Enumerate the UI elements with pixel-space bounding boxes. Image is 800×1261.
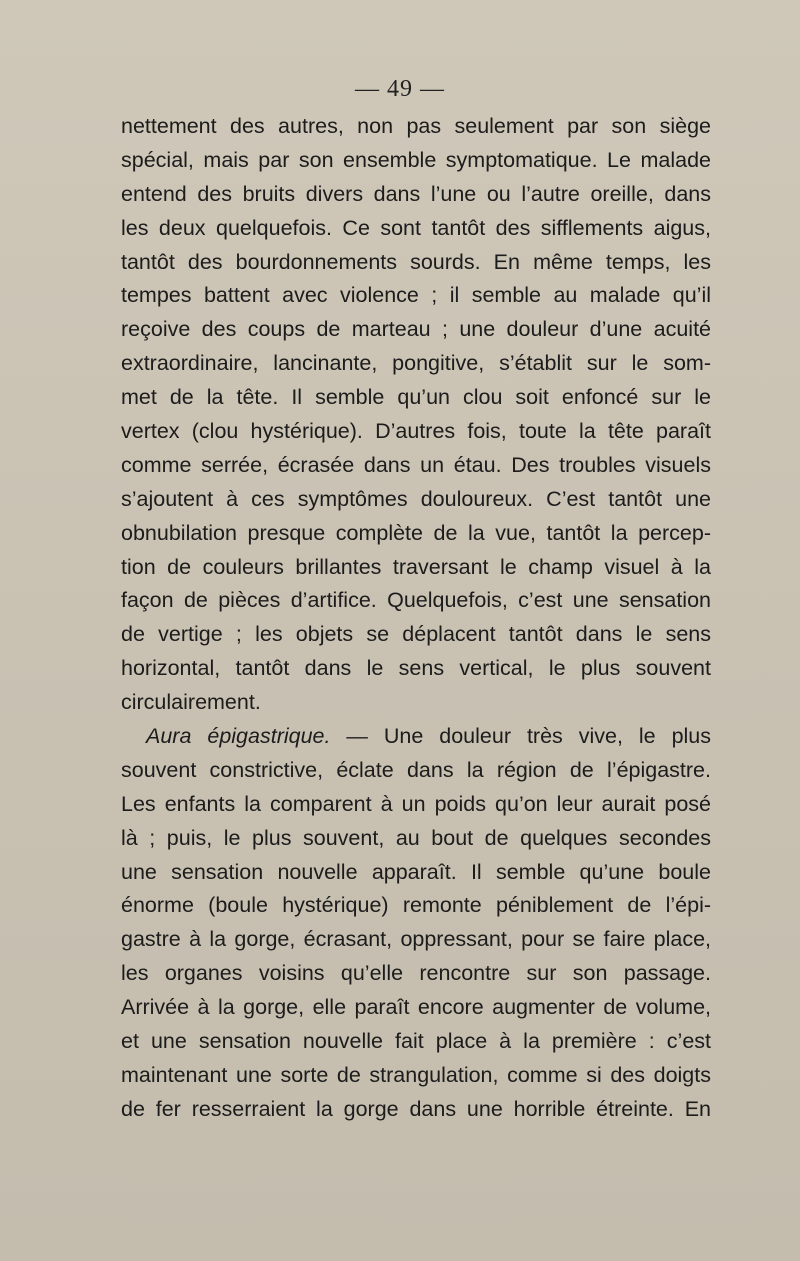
text-line: spécial, mais par son ensemble symptomatique. Le malade xyxy=(121,147,711,172)
section-heading: Aura épigastrique. xyxy=(146,724,331,749)
paragraph-start-line xyxy=(121,720,711,754)
text-line: tantôt des bourdonnements sourds. En même temps, les xyxy=(121,249,711,274)
body-text xyxy=(121,110,711,1127)
text-line: Arrivée à la gorge, elle paraît encore augmenter de volume, xyxy=(121,995,711,1020)
text-line: horizontal, tantôt dans le sens vertical, le plus souvent xyxy=(121,656,711,681)
text-line: extraordinaire, lancinante, pongitive, s’établit sur le som- xyxy=(121,351,711,376)
text-line: Les enfants la comparent à un poids qu’on leur aurait posé xyxy=(121,791,711,816)
text-line: circulairement. xyxy=(121,690,261,715)
page-number: — 49 — xyxy=(355,76,445,102)
text-line: nettement des autres, non pas seulement par son siège xyxy=(121,114,711,138)
text-line: une sensation nouvelle apparaît. Il semble qu’une boule xyxy=(121,859,711,884)
text-line: vertex (clou hystérique). D’autres fois, toute la tête paraît xyxy=(121,419,711,444)
text-line: souvent constrictive, éclate dans la région de l’épigastre. xyxy=(121,757,711,782)
text-line: de vertige ; les objets se déplacent tantôt dans le sens xyxy=(121,622,711,647)
text-line: là ; puis, le plus souvent, au bout de quelques secondes xyxy=(121,825,711,850)
text-line: met de la tête. Il semble qu’un clou soit enfoncé sur le xyxy=(121,385,711,410)
text-line: s’ajoutent à ces symptômes douloureux. C’est tantôt une xyxy=(121,486,711,511)
text-line: les deux quelquefois. Ce sont tantôt des sifflements aigus, xyxy=(121,215,711,240)
text-line: énorme (boule hystérique) remonte péniblement de l’épi- xyxy=(121,893,711,918)
text-line: de fer resserraient la gorge dans une horrible étreinte. En xyxy=(121,1096,711,1121)
text-line: tempes battent avec violence ; il semble au malade qu’il xyxy=(121,283,711,308)
text-line: obnubilation presque complète de la vue, tantôt la percep- xyxy=(121,520,711,545)
text-line: entend des bruits divers dans l’une ou l’autre oreille, dans xyxy=(121,181,711,206)
text-line: les organes voisins qu’elle rencontre sur son passage. xyxy=(121,961,711,986)
text-line: comme serrée, écrasée dans un étau. Des troubles visuels xyxy=(121,452,711,477)
text-line: gastre à la gorge, écrasant, oppressant, pour se faire place, xyxy=(121,927,711,952)
text-line: façon de pièces d’artifice. Quelquefois, c’est une sensation xyxy=(121,588,711,613)
text-line: tion de couleurs brillantes traversant le champ visuel à la xyxy=(121,554,711,579)
text-line: maintenant une sorte de strangulation, comme si des doigts xyxy=(121,1062,711,1087)
text-span: — Une douleur très vive, le plus xyxy=(330,724,711,749)
text-line: et une sensation nouvelle fait place à la première : c’est xyxy=(121,1029,711,1054)
text-line: reçoive des coups de marteau ; une douleur d’une acuité xyxy=(121,317,711,342)
